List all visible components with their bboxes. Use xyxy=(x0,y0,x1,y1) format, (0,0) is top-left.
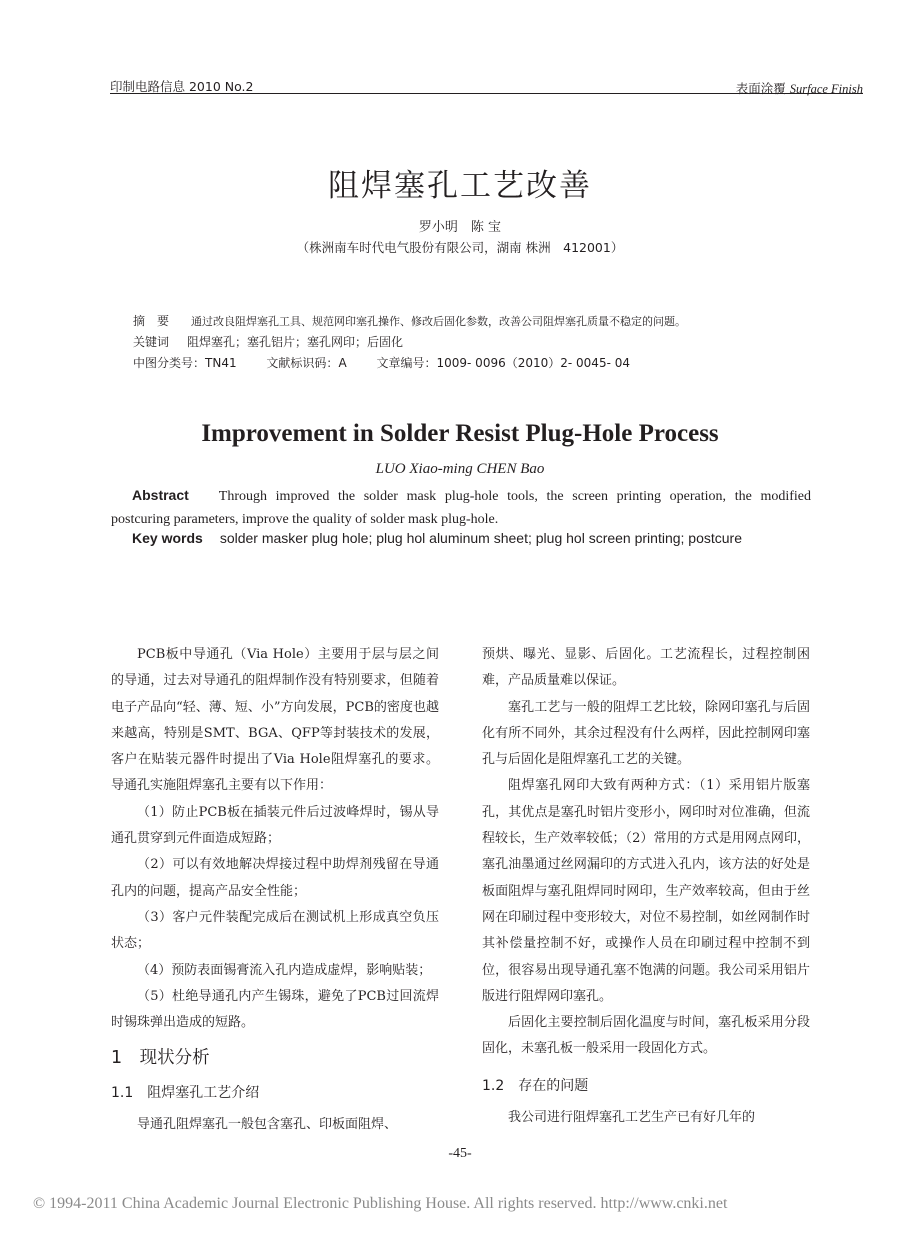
section-label-en: Surface Finish xyxy=(789,82,863,96)
abstract-chinese xyxy=(133,312,686,329)
title-english: Improvement in Solder Resist Plug-Hole Process xyxy=(201,420,719,447)
section-label-cn: 表面涂覆 xyxy=(735,81,786,96)
intro-paragraph: PCB板中导通孔（Via Hole）主要用于层与层之间的导通，过去对导通孔的阻焊制作没有特别要求，但随着电子产品向“轻、薄、短、小”方向发展，PCB的密度也越来越高，特别是SMT、BGA、QFP等封装技术的发展，客户在贴装元器件时提出了Via Hole阻焊塞孔的要求。导通孔实施阻焊塞孔主要有以下作用： xyxy=(111,647,439,794)
keywords-cn-text: 阻焊塞孔；塞孔铝片；塞孔网印；后固化 xyxy=(187,335,404,349)
authors-chinese: 罗小明 陈 宝 xyxy=(418,220,502,235)
abstract-en-label: Abstract xyxy=(132,487,189,503)
abstract-english xyxy=(111,484,811,531)
list-item: （4）预防表面锡膏流入孔内造成虚焊，影响贴装； xyxy=(137,962,432,978)
body-paragraph: 导通孔阻焊塞孔一般包含塞孔、印板面阻焊、 xyxy=(137,1117,398,1133)
header-rule xyxy=(110,93,863,94)
keywords-en-text: solder masker plug hole; plug hol aluminum sheet; plug hol screen printing; postcure xyxy=(219,530,742,546)
subsection-heading-1-1: 1.1 阻焊塞孔工艺介绍 xyxy=(111,1085,260,1102)
body-paragraph: 预烘、曝光、显影、后固化。工艺流程长，过程控制困难，产品质量难以保证。 xyxy=(482,647,810,689)
body-column-left xyxy=(111,642,439,1139)
body-paragraph: 我公司进行阻焊塞孔工艺生产已有好几年的 xyxy=(508,1109,756,1125)
list-item: （3）客户元件装配完成后在测试机上形成真空负压状态； xyxy=(111,909,439,952)
keywords-english xyxy=(132,530,742,546)
body-paragraph: 塞孔工艺与一般的阻焊工艺比较，除网印塞孔与后固化有所不同外，其余过程没有什么两样，因此控制网印塞孔与后固化是阻焊塞孔工艺的关键。 xyxy=(482,699,810,768)
doc-code-label: 文献标识码： xyxy=(266,356,339,370)
classification-line xyxy=(133,354,630,371)
doc-code-value: A xyxy=(338,356,347,370)
keywords-en-label: Key words xyxy=(132,530,203,546)
abstract-cn-label: 摘 要 xyxy=(133,314,170,328)
page-number: -45- xyxy=(448,1146,472,1161)
article-no-value: 1009- 0096（2010）2- 0045- 04 xyxy=(436,356,630,370)
list-item: （2）可以有效地解决焊接过程中助焊剂残留在导通孔内的问题，提高产品安全性能； xyxy=(111,857,439,899)
title-chinese: 阻焊塞孔工艺改善 xyxy=(328,168,592,204)
clc-label: 中图分类号： xyxy=(133,356,206,370)
body-paragraph: 后固化主要控制后固化温度与时间，塞孔板采用分段固化，未塞孔板一般采用一段固化方式。 xyxy=(482,1015,810,1057)
article-no-label: 文章编号： xyxy=(376,356,437,370)
abstract-en-text: Through improved the solder mask plug-hole tools, the screen printing operation, the modified postcuring parameters, improve the quality of solder mask plug-hole. xyxy=(111,489,811,527)
section-header xyxy=(736,79,863,97)
authors-english: LUO Xiao-ming CHEN Bao xyxy=(375,461,545,477)
subsection-heading-1-2: 1.2 存在的问题 xyxy=(482,1077,589,1094)
list-item: （1）防止PCB板在插装元件后过波峰焊时，锡从导通孔贯穿到元件面造成短路； xyxy=(111,804,439,847)
clc-value: TN41 xyxy=(205,356,237,370)
affiliation-chinese: （株洲南车时代电气股份有限公司，湖南 株洲 412001） xyxy=(296,240,624,255)
body-paragraph: 阻焊塞孔网印大致有两种方式：（1）采用铝片版塞孔，其优点是塞孔时铝片变形小，网印时对位准确，但流程较长，生产效率较低；（2）常用的方式是用网点网印，塞孔油墨通过丝网漏印的方式进入孔内，该方法的好处是板面阻焊与塞孔阻焊同时网印，生产效率较高，但由于丝网在印刷过程中变形较大，对位不易控制，如丝网制作时其补偿量控制不好，或操作人员在印刷过程中控制不到位，很容易出现导通孔塞不饱满的问题。我公司采用铝片版进行阻焊网印塞孔。 xyxy=(482,778,810,1004)
abstract-cn-text: 通过改良阻焊塞孔工具、规范网印塞孔操作、修改后固化参数，改善公司阻焊塞孔质量不稳定的问题。 xyxy=(191,315,687,328)
section-heading-1: 1 现状分析 xyxy=(111,1048,210,1069)
journal-header: 印制电路信息 2010 No.2 xyxy=(110,79,254,94)
copyright-watermark: © 1994-2011 China Academic Journal Electronic Publishing House. All rights reserved. http://www.cnki.net xyxy=(33,1195,728,1212)
keywords-cn-label: 关键词 xyxy=(133,335,170,349)
list-item: （5）杜绝导通孔内产生锡珠，避免了PCB过回流焊时锡珠弹出造成的短路。 xyxy=(111,988,439,1031)
keywords-chinese xyxy=(133,333,403,350)
body-column-right xyxy=(482,642,810,1131)
